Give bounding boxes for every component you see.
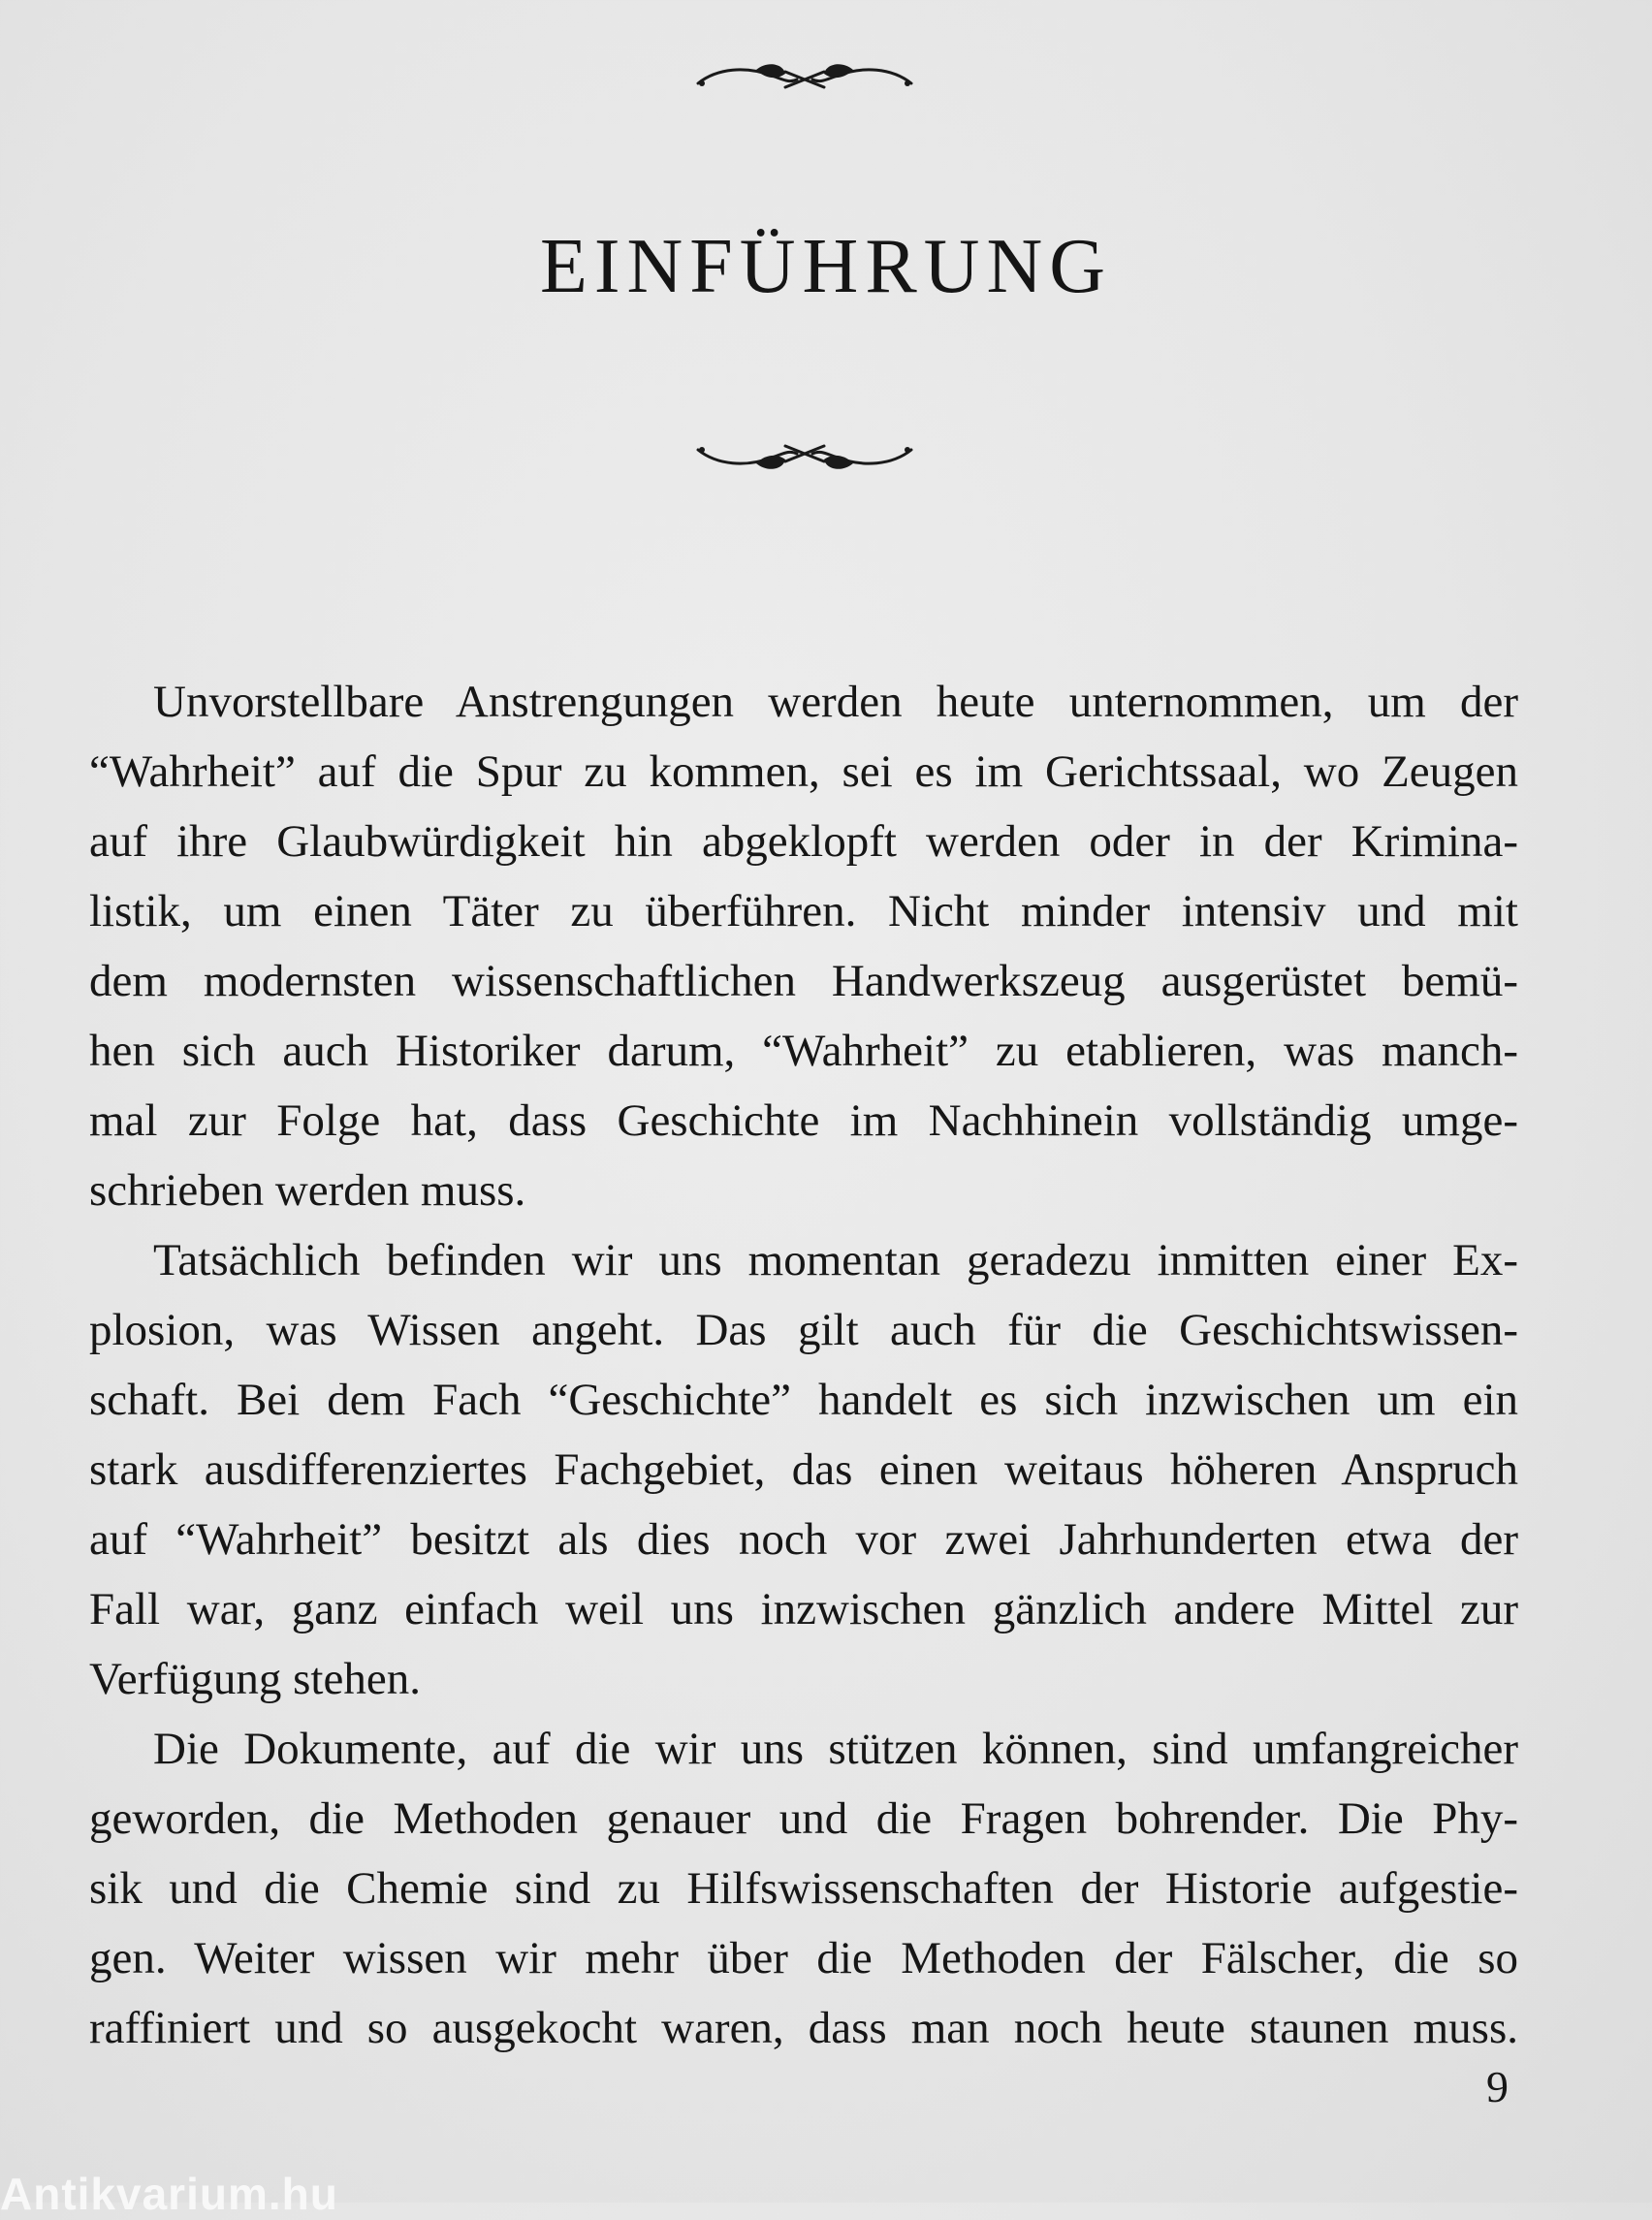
text-line: schaft. Bei dem Fach “Geschichte” handelt es sich inzwischen um ein xyxy=(89,1375,1518,1425)
text-line: Unvorstellbare Anstrengungen werden heute unternommen, um der xyxy=(153,677,1518,727)
text-line: dem modernsten wissenschaftlichen Handwerkszeug ausgerüstet bemü- xyxy=(89,956,1518,1006)
text-line: auf ihre Glaubwürdigkeit hin abgeklopft werden oder in der Krimina- xyxy=(89,816,1518,867)
text-line: Verfügung stehen. xyxy=(89,1654,421,1704)
chapter-body xyxy=(89,667,1518,2063)
text-line: listik, um einen Täter zu überführen. Nicht minder intensiv und mit xyxy=(89,886,1518,936)
text-line: Die Dokumente, auf die wir uns stützen können, sind umfangreicher xyxy=(153,1724,1518,1774)
text-line: stark ausdifferenziertes Fachgebiet, das einen weitaus höheren Anspruch xyxy=(89,1444,1518,1495)
page-number: 9 xyxy=(1486,2062,1509,2111)
flourish-icon xyxy=(688,50,921,105)
flourish-icon xyxy=(688,427,921,481)
text-line: raffiniert und so ausgekocht waren, dass man noch heute staunen muss. xyxy=(89,2003,1518,2053)
text-line: hen sich auch Historiker darum, “Wahrheit” zu etablieren, was manch- xyxy=(89,1026,1518,1076)
text-line: sik und die Chemie sind zu Hilfswissenschaften der Historie aufgestie- xyxy=(89,1863,1518,1914)
top-ornament-flourish xyxy=(688,50,921,105)
chapter-title: EINFÜHRUNG xyxy=(540,224,1112,309)
text-line: auf “Wahrheit” besitzt als dies noch vor zwei Jahrhunderten etwa der xyxy=(89,1514,1518,1565)
bottom-ornament-flourish xyxy=(688,427,921,481)
paragraph-2 xyxy=(89,1225,1518,1714)
text-line: geworden, die Methoden genauer und die Fragen bohrender. Die Phy- xyxy=(89,1793,1518,1844)
text-line: “Wahrheit” auf die Spur zu kommen, sei es im Gerichtssaal, wo Zeugen xyxy=(89,746,1518,797)
paragraph-1 xyxy=(89,667,1518,1225)
text-line: schrieben werden muss. xyxy=(89,1165,526,1216)
paragraph-3 xyxy=(89,1714,1518,2063)
text-line: Fall war, ganz einfach weil uns inzwischen gänzlich andere Mittel zur xyxy=(89,1584,1518,1634)
text-line: gen. Weiter wissen wir mehr über die Methoden der Fälscher, die so xyxy=(89,1933,1518,1983)
text-line: plosion, was Wissen angeht. Das gilt auch für die Geschichtswissen- xyxy=(89,1305,1518,1355)
watermark: Antikvarium.hu xyxy=(0,2169,338,2219)
text-line: Tatsächlich befinden wir uns momentan geradezu inmitten einer Ex- xyxy=(153,1235,1518,1285)
text-line: mal zur Folge hat, dass Geschichte im Nachhinein vollständig umge- xyxy=(89,1095,1518,1146)
